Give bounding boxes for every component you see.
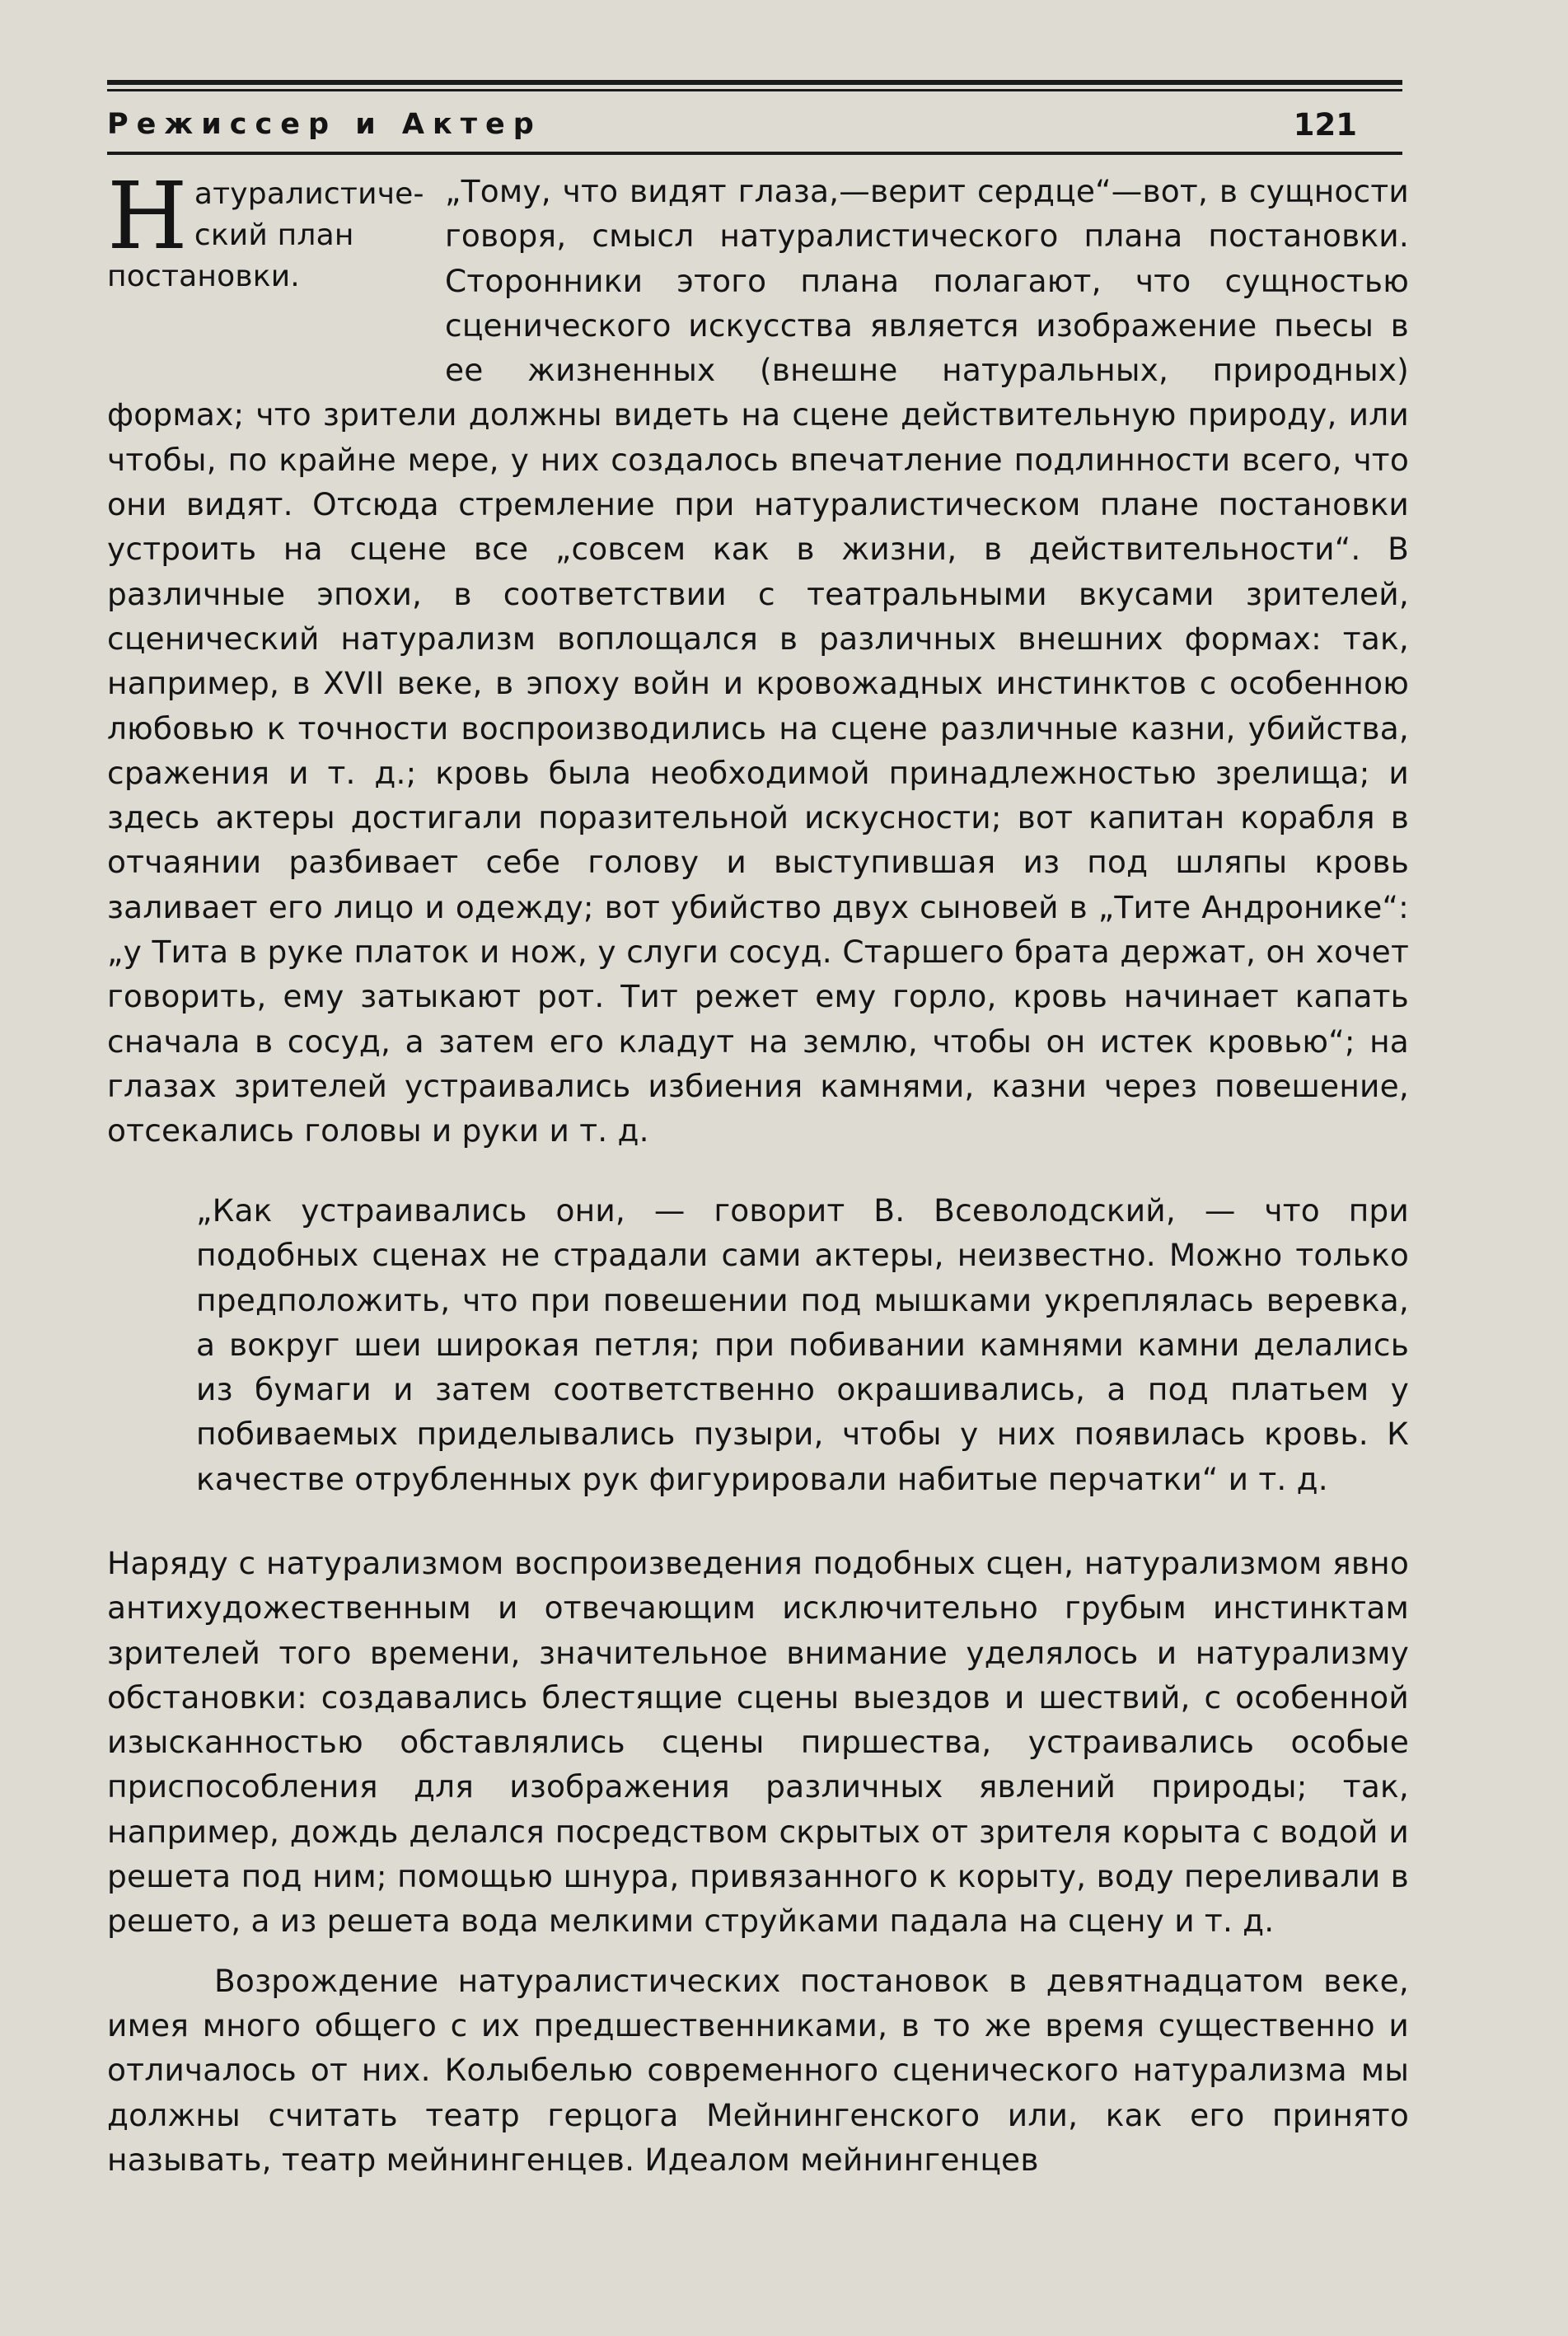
margin-note-text: атуралистиче-ский план постановки. bbox=[107, 177, 424, 293]
page-number: 121 bbox=[1293, 106, 1357, 143]
page-header bbox=[107, 99, 1402, 150]
paragraph-stage-setting: Наряду с натурализмом воспроизведения подобных сцен, натурализмом явно антихудожественным и отвечающим исключительно грубым инстинктам зрителей того времени, значительное внимание уделялось и натурализму обстановки: создавались блестящие сцены выездов и шествий, с особенной изысканностью обставлялись сцены пиршества, устраивались особые приспособления для изображения различных явлений природы; так, например, дождь делался посредством скрытых от зрителя корыта с водой и решета под ним; помощью шнура, привязанного к корыту, воду переливали в решето, а из решета вода мелкими струйками падала на сцену и т. д. bbox=[107, 1545, 1409, 1940]
quote-vsevolodsky: „Как устраивались они, — говорит В. Всеволодский, — что при подобных сценах не страдали сами актеры, неизвестно. Можно только предположить, что при повешении под мышками укреплялась веревка, а вокруг шеи широкая петля; при побивании камнями камни делались из бумаги и затем соответственно окрашивались, а под платьем у побиваемых приделывались пузыри, чтобы у них появилась кровь. К качестве отрубленных рук фигурировали набитые перчатки“ и т. д. bbox=[196, 1192, 1409, 1497]
drop-cap: Н bbox=[107, 163, 188, 270]
paragraph-naturalistic-plan: „Тому, что видят глаза,—верит сердце“—вот, в сущности говоря, смысл натуралистического плана постановки. Сторонники этого плана полагают, что сущностью сценического искусства является изображение пьесы в ее жизненных (внешне натуральных, природных) формах; что зрители должны видеть на сцене действительную природу, или чтобы, по крайне мере, у них создалось впечатление подлинности всего, что они видят. Отсюда стремление при натуралистическом плане постановки устроить на сцене все „совсем как в жизни, в действительности“. В различные эпохи, в соответствии с театральными вкусами зрителей, сценический натурализм воплощался в различных внешних формах: так, например, в XVII веке, в эпоху войн и кровожадных инстинктов с особенною любовью к точности воспроизводились на сцене различные казни, убийства, сражения и т. д.; кровь была необходимой принадлежностью зрелища; и здесь актеры достигали поразительной искусности; вот капитан корабля в отчаянии разбивает себе голову и выступившая из под шляпы кровь заливает его лицо и одежду; вот убийство двух сыновей в „Тите Андронике“: „у Тита в руке платок и нож, у слуги сосуд. Старшего брата держат, он хочет говорить, ему затыкают рот. Тит режет ему горло, кровь начинает капать сначала в сосуд, а затем его кладут на землю, чтобы он истек кровью“; на глазах зрителей устраивались избиения камнями, казни через повешение, отсекались головы и руки и т. д. bbox=[107, 173, 1409, 1149]
paragraph-revival: Возрождение натуралистических постановок в девятнадцатом веке, имея много общего с их предшественниками, в то же время существенно и отличалось от них. Колыбелью современного сценического натурализма мы должны считать театр герцога Мейнингенского или, как его принято называть, театр мейнингенцев. Идеалом мейнингенцев bbox=[107, 1962, 1409, 2178]
header-rule-bottom bbox=[107, 152, 1402, 155]
body-continued bbox=[107, 1541, 1409, 2182]
header-rule-top-2 bbox=[107, 89, 1402, 91]
lead-section bbox=[107, 163, 1409, 1154]
header-rule-top-1 bbox=[107, 80, 1402, 85]
block-quote bbox=[196, 1188, 1409, 1501]
margin-note bbox=[107, 163, 445, 355]
running-head: Режиссер и Актер bbox=[107, 108, 542, 141]
